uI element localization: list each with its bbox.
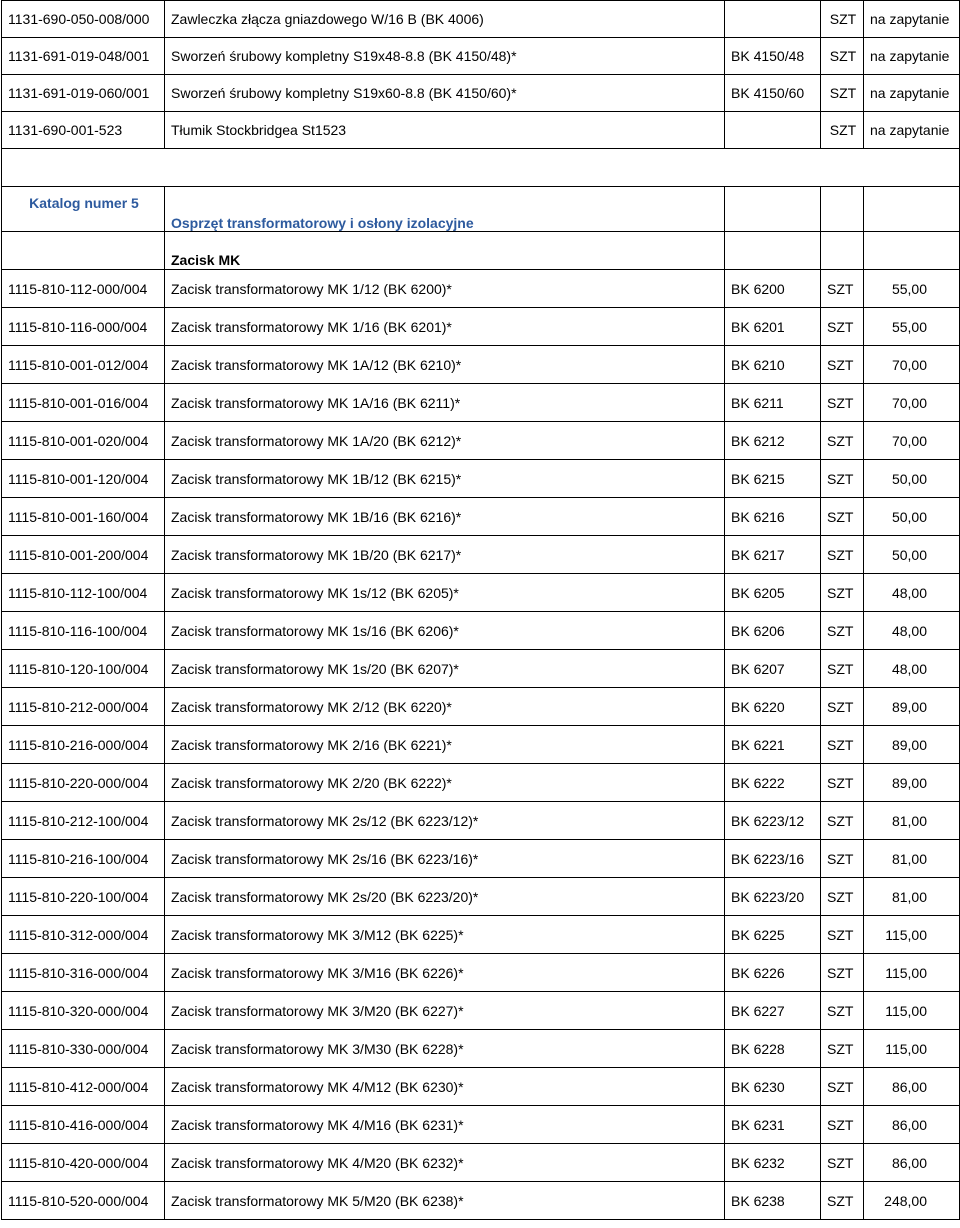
product-unit: SZT [821, 270, 864, 308]
product-unit: SZT [821, 802, 864, 840]
table-row [2, 1068, 960, 1106]
product-unit: SZT [821, 916, 864, 954]
product-name: Zacisk transformatorowy MK 1/16 (BK 6201)* [165, 308, 725, 346]
product-ref: BK 6226 [725, 954, 821, 992]
table-row [2, 308, 960, 346]
blank-cell [2, 149, 960, 187]
product-name: Sworzeń śrubowy kompletny S19x60-8.8 (BK 4150/60)* [165, 75, 725, 112]
table-row [2, 650, 960, 688]
product-ref: BK 6205 [725, 574, 821, 612]
product-ref: BK 6223/16 [725, 840, 821, 878]
empty-cell [725, 232, 821, 270]
product-ref: BK 6231 [725, 1106, 821, 1144]
product-unit: SZT [821, 112, 864, 149]
empty-cell [725, 187, 821, 232]
product-code: 1131-691-019-060/001 [2, 75, 165, 112]
product-name: Zacisk transformatorowy MK 2/12 (BK 6220)* [165, 688, 725, 726]
product-unit: SZT [821, 764, 864, 802]
product-unit: SZT [821, 498, 864, 536]
product-name: Zacisk transformatorowy MK 2s/20 (BK 6223/20)* [165, 878, 725, 916]
product-unit: SZT [821, 1068, 864, 1106]
product-price: 70,00 [864, 384, 960, 422]
table-row [2, 346, 960, 384]
product-ref: BK 4150/48 [725, 38, 821, 75]
product-code: 1115-810-001-020/004 [2, 422, 165, 460]
product-name: Zacisk transformatorowy MK 1A/20 (BK 6212)* [165, 422, 725, 460]
table-row [2, 1, 960, 38]
product-name: Zacisk transformatorowy MK 1A/16 (BK 6211)* [165, 384, 725, 422]
product-name: Zacisk transformatorowy MK 3/M16 (BK 6226)* [165, 954, 725, 992]
product-unit: SZT [821, 612, 864, 650]
product-ref: BK 6221 [725, 726, 821, 764]
table-row [2, 498, 960, 536]
product-unit: SZT [821, 840, 864, 878]
product-ref: BK 6230 [725, 1068, 821, 1106]
table-row [2, 574, 960, 612]
table-row [2, 840, 960, 878]
product-name: Zacisk transformatorowy MK 4/M12 (BK 6230)* [165, 1068, 725, 1106]
product-price: 86,00 [864, 1106, 960, 1144]
product-price: 81,00 [864, 802, 960, 840]
product-code: 1131-690-050-008/000 [2, 1, 165, 38]
product-code: 1131-690-001-523 [2, 112, 165, 149]
product-unit: SZT [821, 422, 864, 460]
product-code: 1115-810-330-000/004 [2, 1030, 165, 1068]
table-row [2, 992, 960, 1030]
product-ref: BK 6232 [725, 1144, 821, 1182]
product-unit: SZT [821, 75, 864, 112]
product-price: 50,00 [864, 536, 960, 574]
product-price: 70,00 [864, 422, 960, 460]
product-name: Zacisk transformatorowy MK 2/20 (BK 6222)* [165, 764, 725, 802]
product-unit: SZT [821, 878, 864, 916]
product-name: Zacisk transformatorowy MK 3/M20 (BK 6227)* [165, 992, 725, 1030]
table-row [2, 75, 960, 112]
product-price: na zapytanie [864, 75, 960, 112]
product-price: 55,00 [864, 308, 960, 346]
product-price: 48,00 [864, 650, 960, 688]
product-unit: SZT [821, 38, 864, 75]
product-ref: BK 6212 [725, 422, 821, 460]
product-code: 1115-810-416-000/004 [2, 1106, 165, 1144]
product-code: 1115-810-120-100/004 [2, 650, 165, 688]
product-price: 115,00 [864, 992, 960, 1030]
product-code: 1115-810-420-000/004 [2, 1144, 165, 1182]
table-row [2, 536, 960, 574]
product-unit: SZT [821, 1030, 864, 1068]
product-ref: BK 6210 [725, 346, 821, 384]
product-code: 1115-810-116-100/004 [2, 612, 165, 650]
product-code: 1115-810-216-100/004 [2, 840, 165, 878]
product-ref: BK 6211 [725, 384, 821, 422]
product-name: Zacisk transformatorowy MK 4/M16 (BK 6231)* [165, 1106, 725, 1144]
product-ref [725, 1, 821, 38]
product-ref: BK 6228 [725, 1030, 821, 1068]
product-unit: SZT [821, 954, 864, 992]
product-price: 115,00 [864, 954, 960, 992]
table-row [2, 1030, 960, 1068]
product-unit: SZT [821, 384, 864, 422]
product-name: Zacisk transformatorowy MK 1s/16 (BK 6206)* [165, 612, 725, 650]
product-name: Zacisk transformatorowy MK 1B/12 (BK 6215)* [165, 460, 725, 498]
table-row [2, 726, 960, 764]
product-ref: BK 6207 [725, 650, 821, 688]
group-title: Zacisk MK [165, 232, 725, 270]
table-row [2, 1182, 960, 1220]
product-price: 115,00 [864, 916, 960, 954]
product-code: 1115-810-001-120/004 [2, 460, 165, 498]
product-name: Zawleczka złącza gniazdowego W/16 B (BK 4006) [165, 1, 725, 38]
product-ref: BK 6200 [725, 270, 821, 308]
empty-cell [864, 187, 960, 232]
product-unit: SZT [821, 308, 864, 346]
product-unit: SZT [821, 536, 864, 574]
product-code: 1115-810-001-016/004 [2, 384, 165, 422]
product-price: 115,00 [864, 1030, 960, 1068]
product-ref: BK 6223/20 [725, 878, 821, 916]
table-row [2, 1144, 960, 1182]
catalog-label: Katalog numer 5 [2, 187, 165, 232]
product-name: Zacisk transformatorowy MK 5/M20 (BK 6238)* [165, 1182, 725, 1220]
product-name: Zacisk transformatorowy MK 3/M12 (BK 6225)* [165, 916, 725, 954]
product-unit: SZT [821, 460, 864, 498]
product-name: Zacisk transformatorowy MK 1A/12 (BK 6210)* [165, 346, 725, 384]
product-unit: SZT [821, 688, 864, 726]
table-row [2, 878, 960, 916]
product-code: 1115-810-001-200/004 [2, 536, 165, 574]
product-ref: BK 6238 [725, 1182, 821, 1220]
product-code: 1115-810-212-000/004 [2, 688, 165, 726]
product-unit: SZT [821, 346, 864, 384]
empty-cell [821, 187, 864, 232]
empty-cell [864, 232, 960, 270]
table-row [2, 802, 960, 840]
product-name: Zacisk transformatorowy MK 1B/20 (BK 6217)* [165, 536, 725, 574]
table-row [2, 112, 960, 149]
product-code: 1115-810-216-000/004 [2, 726, 165, 764]
product-code: 1115-810-112-000/004 [2, 270, 165, 308]
product-price: 50,00 [864, 460, 960, 498]
product-name: Tłumik Stockbridgea St1523 [165, 112, 725, 149]
table-row [2, 422, 960, 460]
product-price: 89,00 [864, 764, 960, 802]
product-unit: SZT [821, 574, 864, 612]
product-price: 55,00 [864, 270, 960, 308]
product-name: Zacisk transformatorowy MK 1s/12 (BK 6205)* [165, 574, 725, 612]
product-code: 1115-810-112-100/004 [2, 574, 165, 612]
product-ref: BK 6222 [725, 764, 821, 802]
product-price: 81,00 [864, 878, 960, 916]
product-ref: BK 6216 [725, 498, 821, 536]
product-name: Zacisk transformatorowy MK 1B/16 (BK 6216)* [165, 498, 725, 536]
product-code: 1115-810-001-160/004 [2, 498, 165, 536]
product-ref: BK 6220 [725, 688, 821, 726]
top-rows [2, 1, 960, 149]
table-row [2, 460, 960, 498]
product-ref: BK 6223/12 [725, 802, 821, 840]
product-unit: SZT [821, 1182, 864, 1220]
product-ref: BK 6206 [725, 612, 821, 650]
product-ref: BK 4150/60 [725, 75, 821, 112]
group-header-row [2, 232, 960, 270]
product-unit: SZT [821, 726, 864, 764]
blank-row [2, 149, 960, 187]
product-price: 248,00 [864, 1182, 960, 1220]
product-price: na zapytanie [864, 38, 960, 75]
product-code: 1115-810-001-012/004 [2, 346, 165, 384]
catalog-section [2, 149, 960, 270]
table-row [2, 764, 960, 802]
product-unit: SZT [821, 650, 864, 688]
product-ref: BK 6215 [725, 460, 821, 498]
product-unit: SZT [821, 1144, 864, 1182]
table-row [2, 954, 960, 992]
mk-rows [2, 270, 960, 1220]
product-name: Zacisk transformatorowy MK 2s/12 (BK 6223/12)* [165, 802, 725, 840]
product-price: 86,00 [864, 1068, 960, 1106]
product-price: 50,00 [864, 498, 960, 536]
product-name: Zacisk transformatorowy MK 2s/16 (BK 6223/16)* [165, 840, 725, 878]
table-row [2, 384, 960, 422]
product-price: 48,00 [864, 612, 960, 650]
product-unit: SZT [821, 1, 864, 38]
product-code: 1131-691-019-048/001 [2, 38, 165, 75]
product-price: 86,00 [864, 1144, 960, 1182]
product-code: 1115-810-412-000/004 [2, 1068, 165, 1106]
product-ref: BK 6227 [725, 992, 821, 1030]
product-price: 89,00 [864, 688, 960, 726]
table-row [2, 1106, 960, 1144]
product-name: Zacisk transformatorowy MK 3/M30 (BK 6228)* [165, 1030, 725, 1068]
product-code: 1115-810-312-000/004 [2, 916, 165, 954]
product-code: 1115-810-116-000/004 [2, 308, 165, 346]
product-ref: BK 6217 [725, 536, 821, 574]
table-row [2, 38, 960, 75]
product-unit: SZT [821, 992, 864, 1030]
product-code: 1115-810-520-000/004 [2, 1182, 165, 1220]
table-row [2, 612, 960, 650]
product-price: na zapytanie [864, 1, 960, 38]
product-name: Zacisk transformatorowy MK 2/16 (BK 6221)* [165, 726, 725, 764]
table-row [2, 916, 960, 954]
product-name: Zacisk transformatorowy MK 1/12 (BK 6200)* [165, 270, 725, 308]
section-title: Osprzęt transformatorowy i osłony izolacyjne [165, 187, 725, 232]
product-code: 1115-810-220-100/004 [2, 878, 165, 916]
empty-cell [2, 232, 165, 270]
product-code: 1115-810-316-000/004 [2, 954, 165, 992]
table-row [2, 270, 960, 308]
product-ref [725, 112, 821, 149]
product-ref: BK 6225 [725, 916, 821, 954]
product-code: 1115-810-220-000/004 [2, 764, 165, 802]
product-name: Sworzeń śrubowy kompletny S19x48-8.8 (BK 4150/48)* [165, 38, 725, 75]
catalog-row [2, 187, 960, 232]
product-unit: SZT [821, 1106, 864, 1144]
product-ref: BK 6201 [725, 308, 821, 346]
product-price: 70,00 [864, 346, 960, 384]
product-code: 1115-810-212-100/004 [2, 802, 165, 840]
product-code: 1115-810-320-000/004 [2, 992, 165, 1030]
price-list-table [1, 0, 960, 1220]
product-price: 81,00 [864, 840, 960, 878]
product-price: 89,00 [864, 726, 960, 764]
table-row [2, 688, 960, 726]
empty-cell [821, 232, 864, 270]
product-name: Zacisk transformatorowy MK 4/M20 (BK 6232)* [165, 1144, 725, 1182]
product-price: 48,00 [864, 574, 960, 612]
product-name: Zacisk transformatorowy MK 1s/20 (BK 6207)* [165, 650, 725, 688]
product-price: na zapytanie [864, 112, 960, 149]
